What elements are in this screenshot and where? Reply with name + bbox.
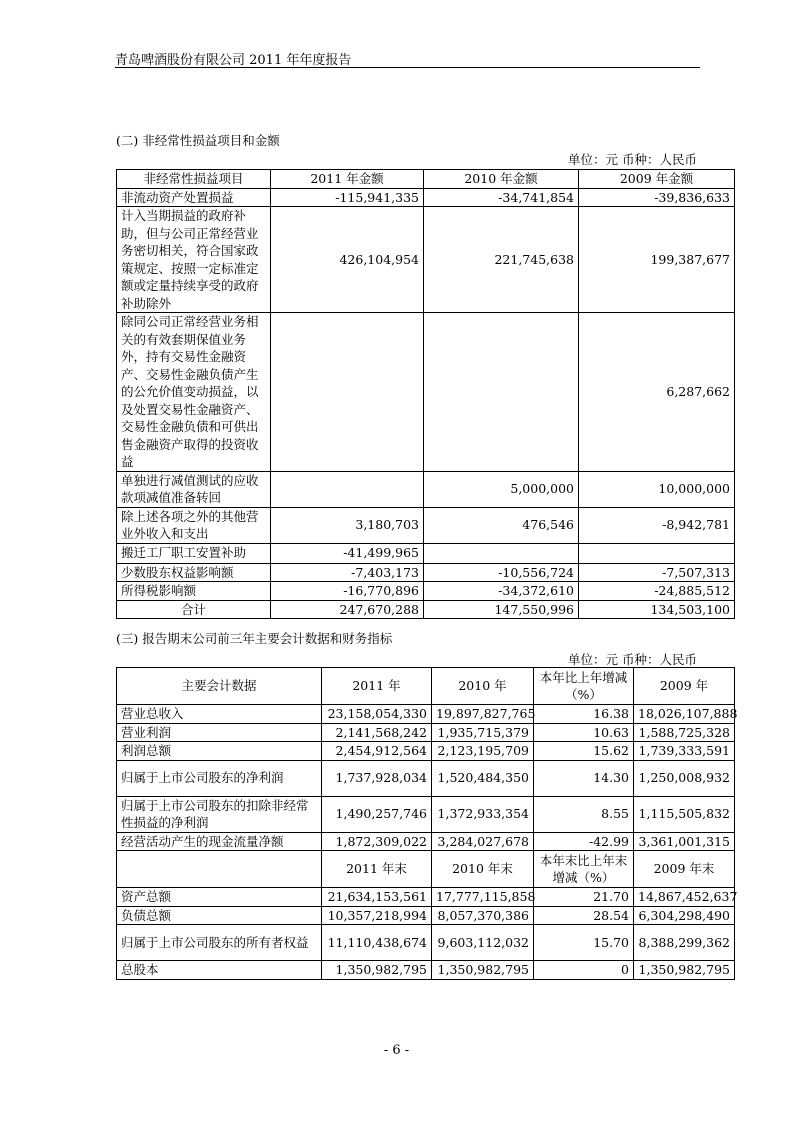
value-change: 15.62	[534, 742, 634, 761]
value-change: 8.55	[534, 796, 634, 832]
value-2011: 1,350,982,795	[322, 961, 432, 980]
value-2011: -41,499,965	[271, 543, 424, 563]
row-label: 负债总额	[117, 906, 322, 925]
table-row	[117, 705, 735, 724]
table-row	[117, 888, 735, 907]
value-2010	[424, 313, 579, 472]
value-2010: 476,546	[424, 507, 579, 543]
value-change: -42.99	[534, 832, 634, 851]
total-2010: 147,550,996	[424, 600, 579, 619]
header-divider	[115, 67, 700, 68]
page-number: - 6 -	[383, 1043, 410, 1058]
row-label: 非流动资产处置损益	[117, 188, 271, 207]
value-2011	[271, 471, 424, 507]
table-subheader-row	[117, 851, 735, 888]
value-change: 14.30	[534, 760, 634, 796]
value-2011: 21,634,153,561	[322, 888, 432, 907]
value-change: 0	[534, 961, 634, 980]
value-2009: 18,026,107,888	[634, 705, 735, 724]
column-header: 主要会计数据	[117, 668, 322, 705]
table-row	[117, 313, 735, 472]
table-header-row	[117, 668, 735, 705]
table-row	[117, 582, 735, 601]
row-label: 营业总收入	[117, 705, 322, 724]
table-header-row	[117, 170, 735, 189]
value-2011: -7,403,173	[271, 563, 424, 582]
value-2010: -10,556,724	[424, 563, 579, 582]
value-2011: 23,158,054,330	[322, 705, 432, 724]
column-header: 2010 年金额	[424, 170, 579, 189]
value-2010: 19,897,827,765	[432, 705, 534, 724]
value-2009: 1,115,505,832	[634, 796, 735, 832]
value-change: 28.54	[534, 906, 634, 925]
value-2010: 1,350,982,795	[432, 961, 534, 980]
section-title-nonrecurring: (二) 非经常性损益项目和金额	[116, 133, 280, 148]
value-2010: -34,741,854	[424, 188, 579, 207]
total-2009: 134,503,100	[579, 600, 735, 619]
unit-currency-label: 单位：元 币种：人民币	[568, 152, 697, 167]
row-label: 归属于上市公司股东的扣除非经常性损益的净利润	[117, 796, 322, 832]
value-2009	[579, 543, 735, 563]
table-row	[117, 207, 735, 313]
value-2009: 1,350,982,795	[634, 961, 735, 980]
column-header: 2010 年末	[432, 851, 534, 888]
column-header: 2011 年末	[322, 851, 432, 888]
row-label: 资产总额	[117, 888, 322, 907]
table-row	[117, 188, 735, 207]
value-2009: 1,739,333,591	[634, 742, 735, 761]
column-header: 本年比上年增减（%）	[534, 668, 634, 705]
value-2010: 2,123,195,709	[432, 742, 534, 761]
table-row	[117, 723, 735, 742]
table-row	[117, 507, 735, 543]
column-header: 非经常性损益项目	[117, 170, 271, 189]
value-2010: 9,603,112,032	[432, 925, 534, 961]
value-2011: 11,110,438,674	[322, 925, 432, 961]
row-label: 归属于上市公司股东的净利润	[117, 760, 322, 796]
value-2010: -34,372,610	[424, 582, 579, 601]
row-label: 归属于上市公司股东的所有者权益	[117, 925, 322, 961]
unit-currency-label: 单位：元 币种：人民币	[568, 652, 697, 667]
table-row	[117, 760, 735, 796]
table-row	[117, 471, 735, 507]
value-2010: 1,372,933,354	[432, 796, 534, 832]
table-row	[117, 906, 735, 925]
value-2011: -16,770,896	[271, 582, 424, 601]
column-header: 本年末比上年末增减（%）	[534, 851, 634, 888]
column-header: 2010 年	[432, 668, 534, 705]
row-label: 除上述各项之外的其他营业外收入和支出	[117, 507, 271, 543]
row-label: 总股本	[117, 961, 322, 980]
value-2009: 8,388,299,362	[634, 925, 735, 961]
value-2009: 199,387,677	[579, 207, 735, 313]
value-2009: 1,588,725,328	[634, 723, 735, 742]
column-header: 2009 年金额	[579, 170, 735, 189]
value-2009: -7,507,313	[579, 563, 735, 582]
table-row	[117, 563, 735, 582]
value-2010: 5,000,000	[424, 471, 579, 507]
row-label: 所得税影响额	[117, 582, 271, 601]
row-label: 计入当期损益的政府补助，但与公司正常经营业务密切相关，符合国家政策规定、按照一定标准定额或定量持续享受的政府补助除外	[117, 207, 271, 313]
value-2010: 3,284,027,678	[432, 832, 534, 851]
section-title-key-financials: (三) 报告期末公司前三年主要会计数据和财务指标	[116, 631, 393, 646]
table-row	[117, 925, 735, 961]
value-change: 16.38	[534, 705, 634, 724]
value-2009: 10,000,000	[579, 471, 735, 507]
value-2010: 1,520,484,350	[432, 760, 534, 796]
value-change: 15.70	[534, 925, 634, 961]
row-label: 除同公司正常经营业务相关的有效套期保值业务外，持有交易性金融资产、交易性金融负债产生的公允价值变动损益，以及处置交易性金融资产、交易性金融负债和可供出售金融资产取得的投资收益	[117, 313, 271, 472]
value-change: 10.63	[534, 723, 634, 742]
value-2011	[271, 313, 424, 472]
row-label: 利润总额	[117, 742, 322, 761]
table-total-row	[117, 600, 735, 619]
table-row	[117, 543, 735, 563]
column-header	[117, 851, 322, 888]
value-2009: -8,942,781	[579, 507, 735, 543]
value-2009: 3,361,001,315	[634, 832, 735, 851]
value-2011: 2,454,912,564	[322, 742, 432, 761]
column-header: 2009 年末	[634, 851, 735, 888]
row-label: 营业利润	[117, 723, 322, 742]
row-label: 少数股东权益影响额	[117, 563, 271, 582]
column-header: 2011 年金额	[271, 170, 424, 189]
table-row	[117, 832, 735, 851]
row-label: 经营活动产生的现金流量净额	[117, 832, 322, 851]
value-change: 21.70	[534, 888, 634, 907]
value-2011: 1,872,309,022	[322, 832, 432, 851]
value-2009: 14,867,452,637	[634, 888, 735, 907]
column-header: 2011 年	[322, 668, 432, 705]
value-2010	[424, 543, 579, 563]
report-header-title: 青岛啤酒股份有限公司 2011 年年度报告	[115, 53, 352, 68]
value-2011: 426,104,954	[271, 207, 424, 313]
value-2011: 1,737,928,034	[322, 760, 432, 796]
value-2010: 1,935,715,379	[432, 723, 534, 742]
value-2011: 10,357,218,994	[322, 906, 432, 925]
value-2010: 17,777,115,858	[432, 888, 534, 907]
total-2011: 247,670,288	[271, 600, 424, 619]
value-2009: 6,287,662	[579, 313, 735, 472]
row-label: 搬迁工厂职工安置补助	[117, 543, 271, 563]
value-2010: 8,057,370,386	[432, 906, 534, 925]
value-2011: 1,490,257,746	[322, 796, 432, 832]
table-row	[117, 796, 735, 832]
value-2011: -115,941,335	[271, 188, 424, 207]
row-label: 单独进行减值测试的应收款项减值准备转回	[117, 471, 271, 507]
total-label: 合计	[117, 600, 271, 619]
value-2009: -39,836,633	[579, 188, 735, 207]
table-row	[117, 961, 735, 980]
value-2009: 6,304,298,490	[634, 906, 735, 925]
key-financials-table	[116, 667, 738, 980]
value-2010: 221,745,638	[424, 207, 579, 313]
value-2009: 1,250,008,932	[634, 760, 735, 796]
nonrecurring-items-table	[116, 169, 735, 619]
table-row	[117, 742, 735, 761]
value-2009: -24,885,512	[579, 582, 735, 601]
value-2011: 3,180,703	[271, 507, 424, 543]
value-2011: 2,141,568,242	[322, 723, 432, 742]
column-header: 2009 年	[634, 668, 735, 705]
